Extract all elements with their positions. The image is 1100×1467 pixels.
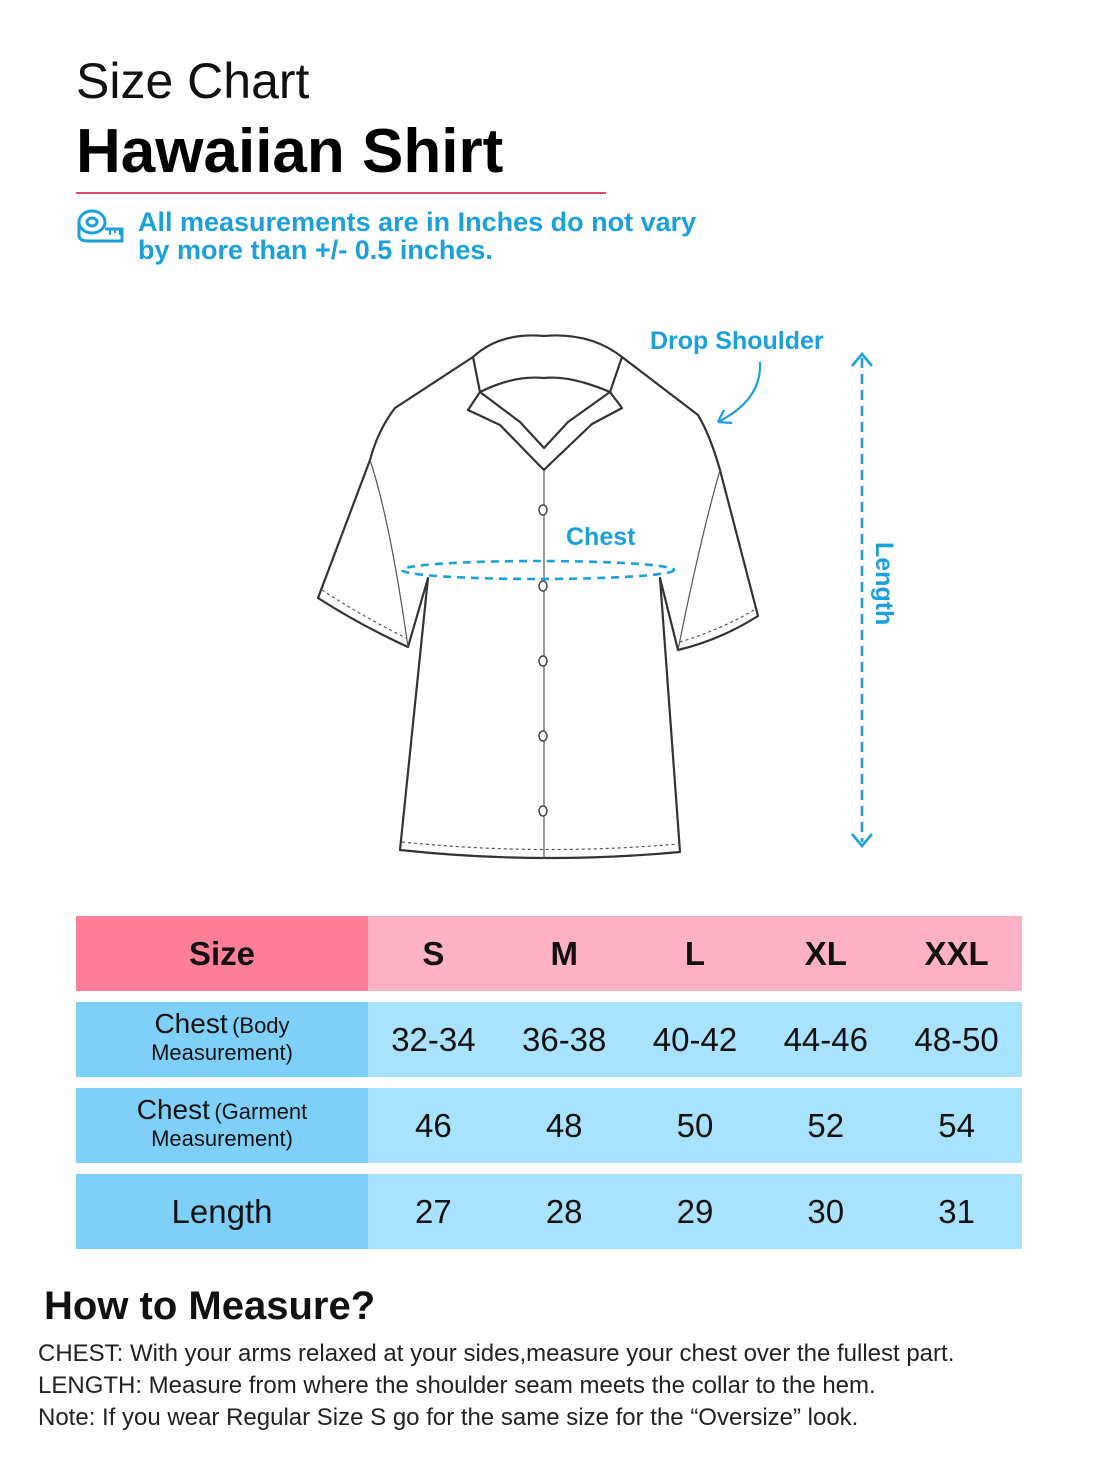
table-row (76, 1002, 1022, 1077)
drop-shoulder-label: Drop Shoulder (650, 327, 824, 355)
length-label: Length (870, 542, 898, 626)
table-cell: 48-50 (914, 1020, 999, 1058)
row-label-chest-body: Chest (Body Measurement) (76, 1002, 368, 1077)
instruction-note: Note: If you wear Regular Size S go for the same size for the “Oversize” look. (38, 1404, 859, 1431)
table-row (76, 1088, 1022, 1163)
how-to-measure-text (38, 1338, 1088, 1434)
table-header-row (76, 916, 1022, 991)
table-cell: 40-42 (652, 1020, 738, 1058)
drop-shoulder-arrow (718, 362, 760, 422)
table-cell: 44-46 (783, 1020, 868, 1058)
table-cell: 30 (807, 1192, 845, 1230)
length-measure-line (852, 354, 872, 846)
table-cell: 52 (807, 1106, 845, 1144)
row-label-length: Length (76, 1174, 368, 1249)
size-header-cell: M (550, 934, 578, 972)
size-header-cell: XL (804, 934, 847, 972)
measurement-note: All measurements are in Inches do not vary by more than +/- 0.5 inches. (138, 207, 697, 265)
instruction-length: LENGTH: Measure from where the shoulder seam meets the collar to the hem. (38, 1372, 876, 1399)
table-cell: 32-34 (391, 1020, 476, 1058)
size-header-cell: S (422, 934, 445, 972)
table-cell: 36-38 (521, 1020, 607, 1058)
table-cell: 54 (938, 1106, 975, 1144)
how-to-measure-heading: How to Measure? (44, 1284, 376, 1328)
shirt-diagram (300, 320, 940, 880)
size-chart-heading: Size Chart (76, 53, 310, 109)
size-header-label: Size (76, 916, 368, 991)
table-cell: 50 (676, 1106, 714, 1144)
chest-label: Chest (566, 523, 636, 551)
table-cell: 48 (545, 1106, 583, 1144)
table-cell: 27 (415, 1192, 452, 1230)
size-header-cell: L (684, 934, 706, 972)
shirt-outline (318, 335, 758, 858)
table-cell: 31 (938, 1192, 975, 1230)
instruction-chest: CHEST: With your arms relaxed at your sides,measure your chest over the fullest part. (38, 1340, 955, 1367)
measuring-tape-icon (76, 208, 124, 244)
row-label-chest-garment: Chest (Garment Measurement) (76, 1088, 368, 1163)
product-title: Hawaiian Shirt (76, 117, 504, 186)
table-cell: 29 (676, 1192, 714, 1230)
table-row (76, 1174, 1022, 1249)
title-divider (76, 192, 606, 194)
size-header-cell: XXL (924, 934, 989, 972)
size-table (76, 916, 1022, 1260)
table-cell: 28 (545, 1192, 583, 1230)
table-cell: 46 (415, 1106, 452, 1144)
